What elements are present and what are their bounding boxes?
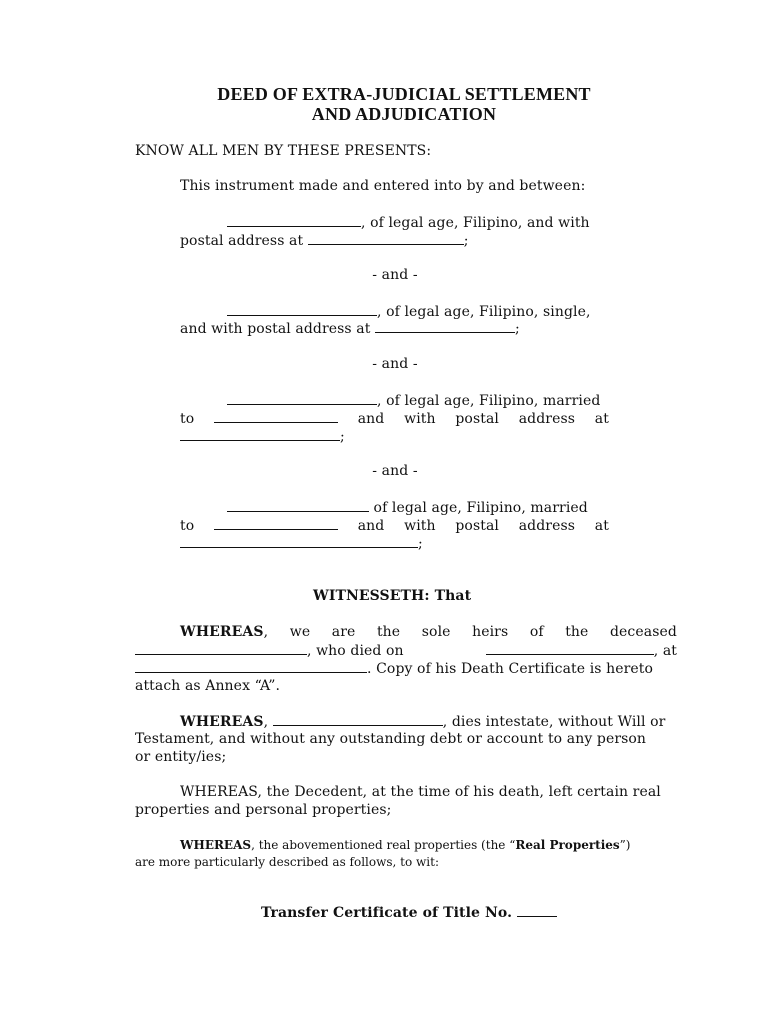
whereas-1-word-are: are xyxy=(331,624,356,640)
party-3-line-1 xyxy=(227,392,600,409)
and-separator-3: - and - xyxy=(372,463,418,479)
whereas-1-line-1 xyxy=(180,624,677,640)
whereas-2-decedent-blank[interactable] xyxy=(273,713,443,726)
party-4-word-at: at xyxy=(594,518,609,534)
party-3-word-address: address xyxy=(518,411,576,427)
party-4-word-address: address xyxy=(518,518,576,534)
whereas-1-word-deceased: deceased xyxy=(609,624,677,640)
whereas-2-line-3: or entity/ies; xyxy=(135,749,227,765)
party-2-line-1 xyxy=(227,303,591,320)
whereas-2-line-2: Testament, and without any outstanding debt or account to any person xyxy=(135,731,647,747)
whereas-1-date-blank[interactable] xyxy=(486,642,654,655)
party-3-line-1-text: , of legal age, Filipino, married xyxy=(377,393,601,409)
whereas-1-place-blank[interactable] xyxy=(135,660,367,673)
party-4-word-to: to xyxy=(180,518,195,534)
party-3-address-blank[interactable] xyxy=(180,428,340,441)
party-3-line-2 xyxy=(180,410,609,427)
party-4-word-and: and xyxy=(357,518,385,534)
party-2-address-blank[interactable] xyxy=(375,320,515,333)
intro-paragraph: This instrument made and entered into by and between: xyxy=(180,178,586,194)
party-3-spouse-blank[interactable] xyxy=(214,410,338,423)
whereas-1-date-group xyxy=(486,642,677,659)
whereas-1-decedent-group xyxy=(135,642,404,659)
whereas-2-lead: WHEREAS xyxy=(180,714,264,730)
party-1-line-2 xyxy=(180,232,469,249)
party-2-address-label: and with postal address at xyxy=(180,321,371,337)
document-title-line-2: AND ADJUDICATION xyxy=(311,104,497,124)
whereas-1-comma: , xyxy=(263,624,269,640)
whereas-4-line-1-end: ”) xyxy=(619,838,631,852)
party-4-spouse-blank[interactable] xyxy=(214,517,338,530)
tct-number-blank[interactable] xyxy=(517,904,557,917)
whereas-1-line-3 xyxy=(135,660,653,677)
and-separator-1: - and - xyxy=(372,267,418,283)
party-3-word-at: at xyxy=(594,411,609,427)
party-1-line-1-text: , of legal age, Filipino, and with xyxy=(361,215,590,231)
whereas-2-line-1-text: , dies intestate, without Will or xyxy=(442,714,666,730)
know-all-men-heading: KNOW ALL MEN BY THESE PRESENTS: xyxy=(135,143,432,159)
party-4-line-2 xyxy=(180,517,609,534)
whereas-1-word-the-2: the xyxy=(565,624,589,640)
party-1-address-blank[interactable] xyxy=(308,232,464,245)
party-3-word-postal: postal xyxy=(455,411,499,427)
tct-heading xyxy=(261,904,557,921)
whereas-1-word-the: the xyxy=(376,624,401,640)
whereas-1-line-4: attach as Annex “A”. xyxy=(135,678,281,694)
whereas-1-at: , at xyxy=(653,643,677,659)
party-2-line-2-end: ; xyxy=(515,321,520,337)
party-3-line-3 xyxy=(180,428,345,445)
party-4-line-3-end: ; xyxy=(418,536,423,552)
whereas-1-lead xyxy=(180,624,268,640)
party-1-line-1 xyxy=(227,214,590,231)
party-1-address-label: postal address at xyxy=(180,233,304,249)
whereas-3-line-1: WHEREAS, the Decedent, at the time of his death, left certain real xyxy=(180,784,661,800)
whereas-4-real-properties: Real Properties xyxy=(515,838,620,852)
party-4-line-1 xyxy=(227,499,588,516)
whereas-1-word-heirs: heirs xyxy=(472,624,509,640)
party-4-line-1-text: of legal age, Filipino, married xyxy=(369,500,588,516)
whereas-4-line-1-text: , the abovementioned real properties (the “ xyxy=(251,838,516,852)
party-4-word-with: with xyxy=(404,518,436,534)
whereas-3-line-2: properties and personal properties; xyxy=(135,802,392,818)
party-1-name-blank[interactable] xyxy=(227,214,361,227)
party-2-line-1-text: , of legal age, Filipino, single, xyxy=(377,304,591,320)
whereas-1-decedent-blank[interactable] xyxy=(135,642,307,655)
party-3-word-with: with xyxy=(404,411,436,427)
party-3-name-blank[interactable] xyxy=(227,392,377,405)
party-2-line-2 xyxy=(180,320,520,337)
whereas-4-lead: WHEREAS xyxy=(180,838,252,852)
party-2-name-blank[interactable] xyxy=(227,303,377,316)
whereas-4-line-2: are more particularly described as follows, to wit: xyxy=(135,855,440,869)
whereas-1-word-we: we xyxy=(289,624,311,640)
whereas-1-line-3-text: . Copy of his Death Certificate is hereto xyxy=(367,661,654,677)
party-4-word-postal: postal xyxy=(455,518,499,534)
document-title-line-1: DEED OF EXTRA-JUDICIAL SETTLEMENT xyxy=(217,84,591,104)
witnesseth-heading: WITNESSETH: That xyxy=(313,588,472,604)
whereas-1-died-on: , who died on xyxy=(307,643,404,659)
whereas-1-word-sole: sole xyxy=(421,624,451,640)
whereas-1-line-2 xyxy=(135,642,677,659)
whereas-4-line-1 xyxy=(180,838,630,852)
tct-label: Transfer Certificate of Title No. xyxy=(261,905,513,921)
party-1-line-2-end: ; xyxy=(463,233,469,249)
party-4-name-blank[interactable] xyxy=(227,499,369,512)
and-separator-2: - and - xyxy=(372,356,418,372)
party-4-address-blank[interactable] xyxy=(180,535,418,548)
party-4-line-3 xyxy=(180,535,423,552)
whereas-1-word-of: of xyxy=(529,624,544,640)
party-3-word-and: and xyxy=(357,411,385,427)
party-3-word-to: to xyxy=(180,411,195,427)
whereas-1-lead-bold: WHEREAS xyxy=(180,624,264,640)
party-3-line-3-end: ; xyxy=(340,429,345,445)
whereas-2-line-1: WHEREAS, , dies intestate, without Will or xyxy=(180,714,666,730)
